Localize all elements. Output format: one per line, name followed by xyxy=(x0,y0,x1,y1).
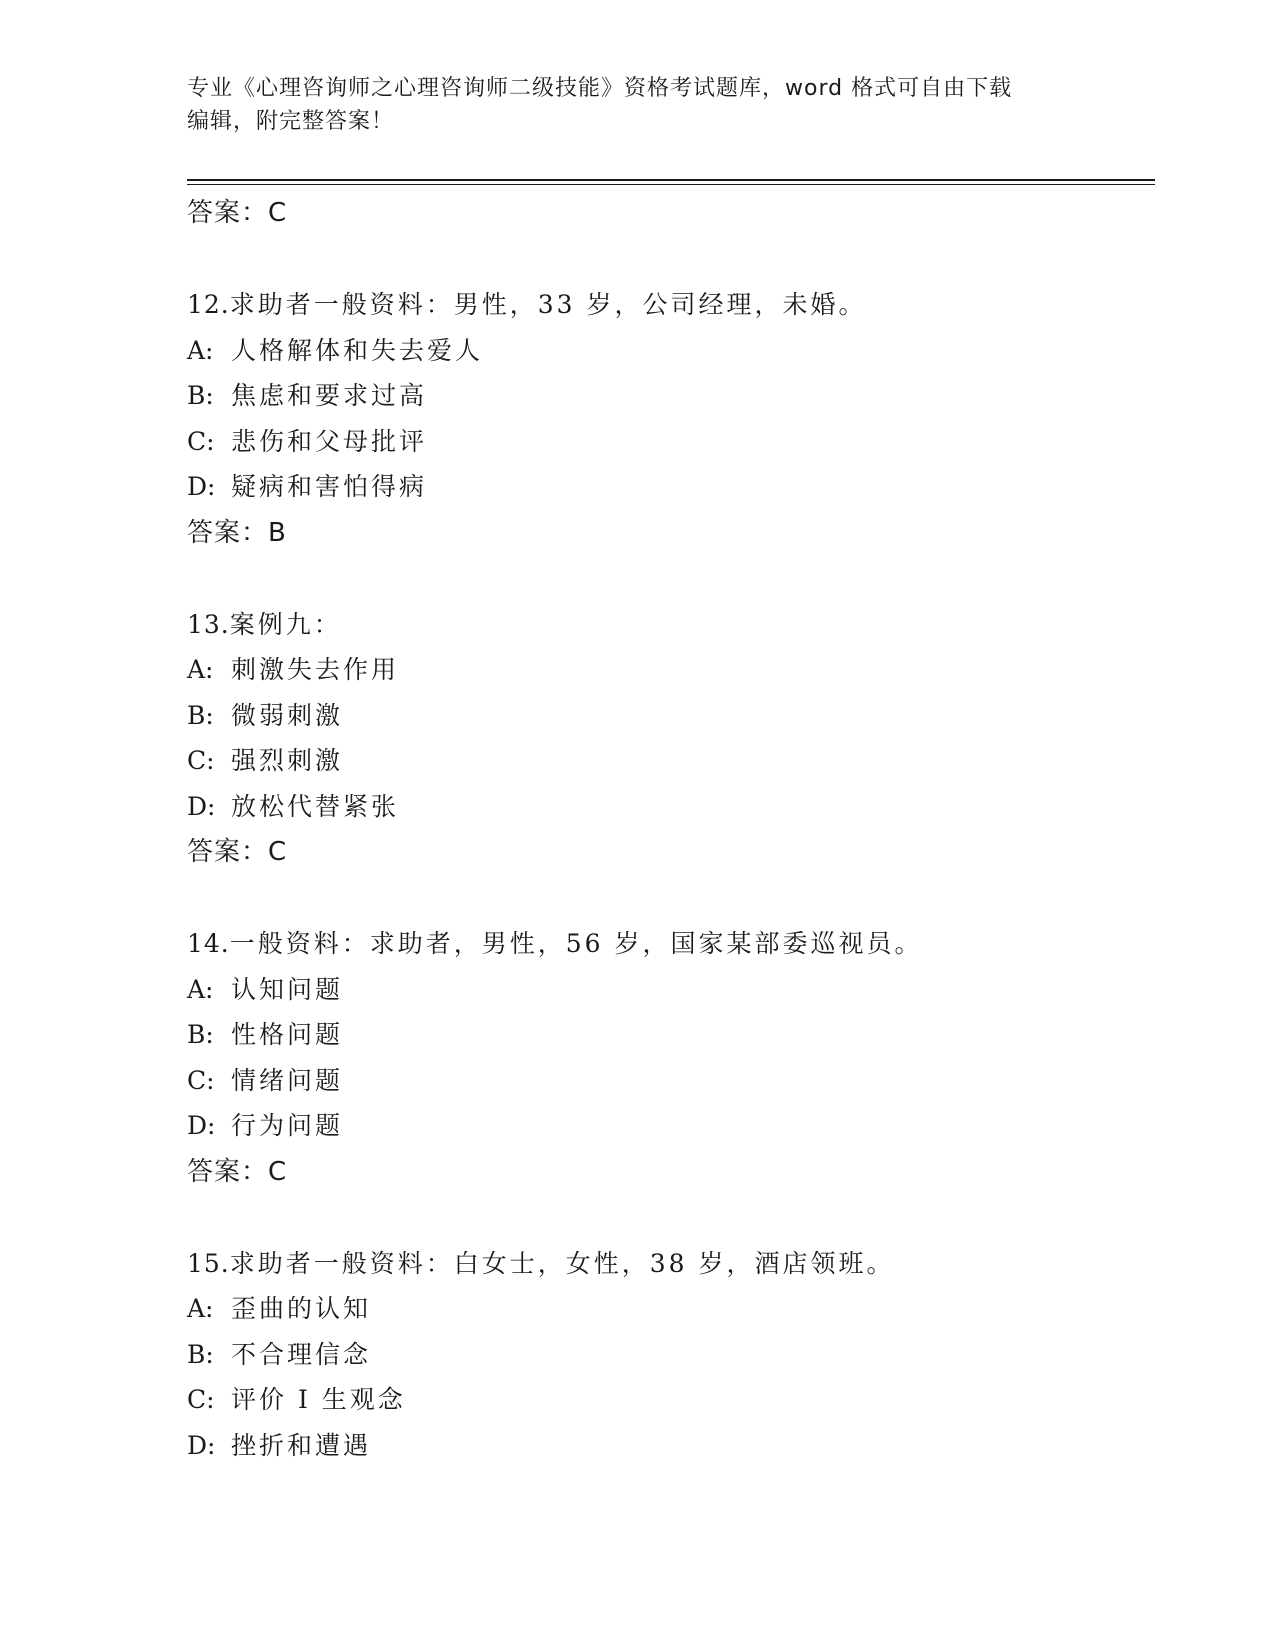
option-letter: B: xyxy=(187,381,214,410)
option-d xyxy=(187,464,1155,510)
option-d xyxy=(187,784,1155,830)
option-a xyxy=(187,647,1155,693)
option-letter: B: xyxy=(187,1339,214,1369)
option-b xyxy=(187,373,1155,419)
option-text: 认知问题 xyxy=(231,974,344,1004)
document-header xyxy=(187,72,1087,138)
option-c xyxy=(187,1377,1155,1423)
option-text: 挫折和遭遇 xyxy=(231,1430,372,1460)
option-letter: C: xyxy=(187,1065,215,1095)
option-letter: A: xyxy=(187,655,214,684)
option-text: 情绪问题 xyxy=(231,1065,344,1095)
question-12 xyxy=(187,282,1155,556)
answer-line: 答案：B xyxy=(187,517,287,548)
option-text: 放松代替紧张 xyxy=(231,791,400,821)
previous-answer: 答案：C xyxy=(187,198,288,228)
question-number: 13. xyxy=(187,609,230,639)
option-b xyxy=(187,1332,1155,1378)
option-c xyxy=(187,738,1155,784)
option-text: 歪曲的认知 xyxy=(231,1294,372,1323)
answer-line: 答案：C xyxy=(187,1156,288,1187)
option-text: 人格解体和失去爱人 xyxy=(231,335,484,365)
option-a xyxy=(187,1286,1155,1332)
question-number: 12. xyxy=(187,290,230,319)
option-text: 行为问题 xyxy=(231,1111,344,1140)
question-list xyxy=(187,190,1155,1468)
question-stem xyxy=(187,602,1155,648)
option-b xyxy=(187,693,1155,739)
option-text: 评价 I 生观念 xyxy=(231,1385,406,1414)
option-c xyxy=(187,1058,1155,1104)
option-letter: A: xyxy=(187,1294,214,1323)
option-letter: C: xyxy=(187,746,215,775)
option-letter: B: xyxy=(187,1020,214,1049)
option-c xyxy=(187,419,1155,465)
header-divider-thin xyxy=(187,184,1155,185)
option-letter: C: xyxy=(187,1385,215,1414)
option-text: 强烈刺激 xyxy=(231,746,344,775)
option-a xyxy=(187,967,1155,1013)
option-d xyxy=(187,1423,1155,1469)
question-text: 求助者一般资料：白女士，女性，38 岁，酒店领班。 xyxy=(229,1248,895,1278)
question-stem xyxy=(187,1241,1155,1287)
option-text: 不合理信念 xyxy=(231,1339,372,1369)
option-text: 悲伤和父母批评 xyxy=(231,426,428,456)
question-text: 案例九： xyxy=(229,609,342,639)
option-letter: D: xyxy=(187,791,216,821)
question-number: 15. xyxy=(187,1248,230,1278)
question-text: 求助者一般资料：男性，33 岁，公司经理，未婚。 xyxy=(229,290,867,319)
option-letter: B: xyxy=(187,700,214,730)
option-letter: A: xyxy=(187,974,214,1004)
option-text: 微弱刺激 xyxy=(231,700,344,730)
option-letter: D: xyxy=(187,1430,216,1460)
question-number: 14. xyxy=(187,929,230,958)
question-14 xyxy=(187,921,1155,1195)
question-13 xyxy=(187,602,1155,876)
header-line-2: 编辑，附完整答案！ xyxy=(187,109,395,134)
question-15 xyxy=(187,1241,1155,1469)
answer-line: 答案：C xyxy=(187,837,288,867)
option-text: 刺激失去作用 xyxy=(231,655,400,684)
option-text: 焦虑和要求过高 xyxy=(231,381,428,410)
header-line-1: 专业《心理咨询师之心理咨询师二级技能》资格考试题库，word 格式可自由下载 xyxy=(187,76,1013,101)
option-b xyxy=(187,1012,1155,1058)
question-text: 一般资料：求助者，男性，56 岁，国家某部委巡视员。 xyxy=(229,929,923,958)
option-letter: A: xyxy=(187,335,214,365)
question-stem xyxy=(187,282,1155,328)
option-d xyxy=(187,1103,1155,1149)
question-stem xyxy=(187,921,1155,967)
option-letter: D: xyxy=(187,472,216,501)
option-text: 疑病和害怕得病 xyxy=(231,472,428,501)
option-text: 性格问题 xyxy=(231,1020,344,1049)
option-letter: D: xyxy=(187,1111,216,1140)
header-divider-thick xyxy=(187,179,1155,181)
option-letter: C: xyxy=(187,426,215,456)
option-a xyxy=(187,328,1155,374)
